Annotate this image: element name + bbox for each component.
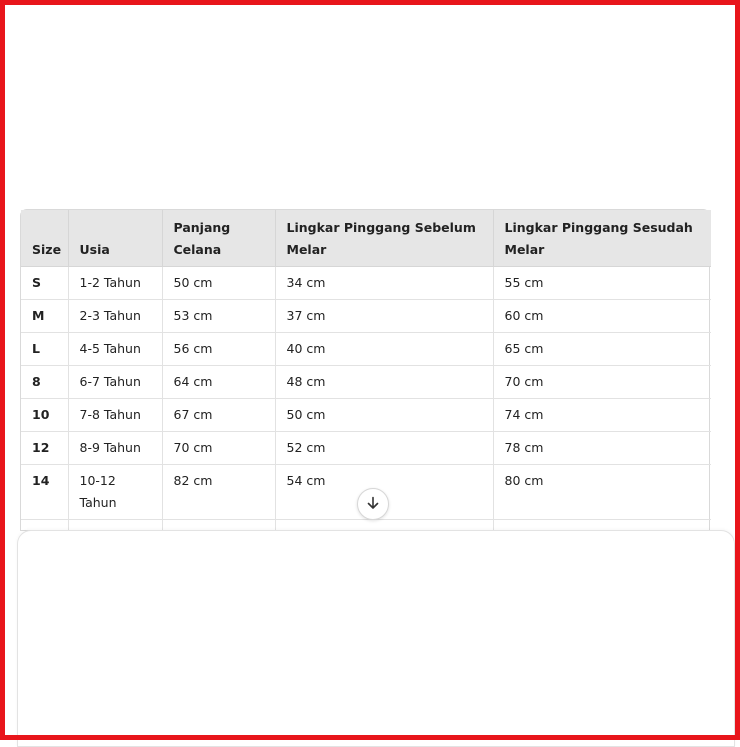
table-row	[21, 300, 711, 333]
size-chart-table-container[interactable]	[20, 209, 710, 531]
cell-sesudah: 65 cm	[493, 333, 711, 366]
cell-usia: 10-12 Tahun	[68, 465, 162, 520]
cell-sesudah: 78 cm	[493, 432, 711, 465]
cell-size: S	[21, 267, 68, 300]
cell-size: 8	[21, 366, 68, 399]
bottom-panel	[17, 530, 735, 747]
cell-sebelum: 52 cm	[275, 432, 493, 465]
table-row	[21, 432, 711, 465]
table-row	[21, 366, 711, 399]
cell-sesudah: 70 cm	[493, 366, 711, 399]
cell-usia: 1-2 Tahun	[68, 267, 162, 300]
cell-sebelum: 50 cm	[275, 399, 493, 432]
cell-sesudah: 80 cm	[493, 465, 711, 520]
cell-sebelum: 40 cm	[275, 333, 493, 366]
cell-panjang: 50 cm	[162, 267, 275, 300]
cell-sesudah: 74 cm	[493, 399, 711, 432]
cell-usia: 2-3 Tahun	[68, 300, 162, 333]
scroll-down-button[interactable]	[357, 488, 389, 520]
table-row	[21, 267, 711, 300]
cell-panjang: 56 cm	[162, 333, 275, 366]
cell-sesudah: 55 cm	[493, 267, 711, 300]
cell-size: 10	[21, 399, 68, 432]
table-row	[21, 333, 711, 366]
cell-usia: 8-9 Tahun	[68, 432, 162, 465]
cell-sebelum: 54 cm	[275, 465, 493, 520]
table-row	[21, 399, 711, 432]
cell-panjang: 64 cm	[162, 366, 275, 399]
table-header	[21, 210, 711, 267]
cell-sesudah: 60 cm	[493, 300, 711, 333]
header-size: Size	[21, 210, 68, 267]
header-lingkar-sebelum: Lingkar Pinggang Sebelum Melar	[275, 210, 493, 267]
header-usia: Usia	[68, 210, 162, 267]
cell-usia: 4-5 Tahun	[68, 333, 162, 366]
cell-panjang: 70 cm	[162, 432, 275, 465]
cell-panjang: 53 cm	[162, 300, 275, 333]
arrow-down-icon	[366, 495, 380, 514]
cell-panjang: 82 cm	[162, 465, 275, 520]
cell-size: 14	[21, 465, 68, 520]
header-lingkar-sesudah: Lingkar Pinggang Sesudah Melar	[493, 210, 711, 267]
cell-usia: 7-8 Tahun	[68, 399, 162, 432]
header-panjang-celana: Panjang Celana	[162, 210, 275, 267]
cell-sebelum: 48 cm	[275, 366, 493, 399]
cell-size: L	[21, 333, 68, 366]
cell-size: 12	[21, 432, 68, 465]
header-row	[21, 210, 711, 267]
cell-usia: 6-7 Tahun	[68, 366, 162, 399]
cell-sebelum: 37 cm	[275, 300, 493, 333]
cell-sebelum: 34 cm	[275, 267, 493, 300]
cell-size: M	[21, 300, 68, 333]
cell-panjang: 67 cm	[162, 399, 275, 432]
